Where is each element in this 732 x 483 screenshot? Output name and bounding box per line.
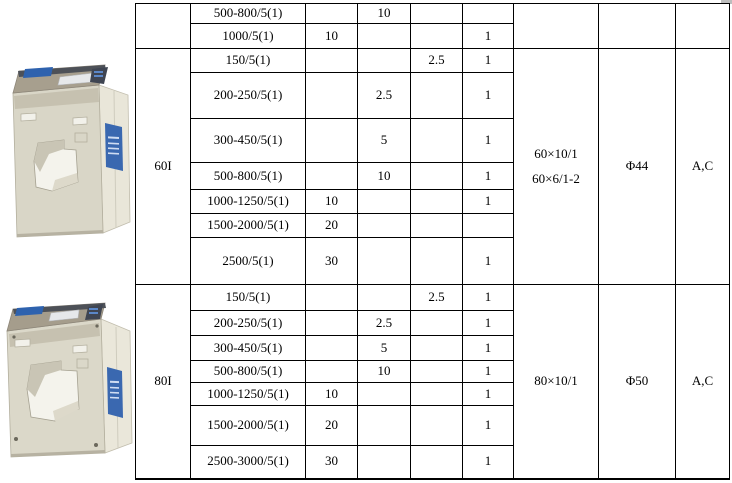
ratio-cell: 1000/5(1) bbox=[191, 24, 306, 49]
accuracy-cell-80i: A,C bbox=[676, 285, 730, 479]
value-cell: 1 bbox=[463, 73, 514, 119]
value-cell bbox=[306, 4, 358, 24]
transformer-photo-80i bbox=[1, 301, 137, 466]
ratio-cell: 1000-1250/5(1) bbox=[191, 190, 306, 214]
value-cell: 2.5 bbox=[358, 311, 411, 336]
ratio-cell: 1000-1250/5(1) bbox=[191, 383, 306, 406]
value-cell bbox=[411, 406, 463, 446]
screw bbox=[14, 437, 18, 441]
value-cell bbox=[358, 49, 411, 73]
side-spec-label bbox=[105, 123, 123, 171]
transformer-80i-image bbox=[1, 301, 137, 461]
aperture-cell bbox=[599, 4, 676, 49]
value-cell bbox=[411, 163, 463, 190]
value-cell: 1 bbox=[463, 406, 514, 446]
value-cell bbox=[411, 383, 463, 406]
value-cell bbox=[306, 163, 358, 190]
table-row bbox=[136, 49, 730, 73]
ratio-cell: 300-450/5(1) bbox=[191, 119, 306, 163]
front-slot-right bbox=[73, 345, 87, 353]
ratio-cell: 150/5(1) bbox=[191, 285, 306, 311]
value-cell bbox=[358, 406, 411, 446]
value-cell: 30 bbox=[306, 446, 358, 479]
value-cell bbox=[306, 119, 358, 163]
value-cell: 10 bbox=[358, 361, 411, 383]
value-cell bbox=[411, 214, 463, 238]
value-cell bbox=[358, 383, 411, 406]
ratio-cell: 2500-3000/5(1) bbox=[191, 446, 306, 479]
value-cell: 1 bbox=[463, 383, 514, 406]
value-cell: 10 bbox=[306, 383, 358, 406]
value-cell bbox=[411, 336, 463, 361]
value-cell: 5 bbox=[358, 119, 411, 163]
accuracy-cell bbox=[676, 4, 730, 49]
value-cell bbox=[411, 190, 463, 214]
transformer-60i-image bbox=[5, 61, 135, 241]
value-cell bbox=[411, 73, 463, 119]
value-cell: 10 bbox=[358, 4, 411, 24]
value-cell bbox=[358, 238, 411, 285]
value-cell: 1 bbox=[463, 336, 514, 361]
value-cell: 1 bbox=[463, 49, 514, 73]
ratio-cell: 200-250/5(1) bbox=[191, 73, 306, 119]
ratio-cell: 500-800/5(1) bbox=[191, 163, 306, 190]
value-cell: 5 bbox=[358, 336, 411, 361]
value-cell bbox=[306, 49, 358, 73]
value-cell bbox=[411, 24, 463, 49]
value-cell: 2.5 bbox=[411, 285, 463, 311]
spec-table bbox=[135, 3, 730, 480]
value-cell bbox=[411, 119, 463, 163]
value-cell bbox=[306, 285, 358, 311]
value-cell bbox=[358, 285, 411, 311]
table-row bbox=[136, 4, 730, 24]
value-cell: 10 bbox=[306, 24, 358, 49]
value-cell bbox=[358, 24, 411, 49]
table-row bbox=[136, 285, 730, 311]
value-cell: 1 bbox=[463, 311, 514, 336]
model-cell-60i: 60I bbox=[136, 49, 191, 285]
value-cell: 1 bbox=[463, 285, 514, 311]
ratio-cell: 150/5(1) bbox=[191, 49, 306, 73]
value-cell bbox=[306, 361, 358, 383]
ratio-cell: 1500-2000/5(1) bbox=[191, 406, 306, 446]
ratio-cell: 500-800/5(1) bbox=[191, 361, 306, 383]
value-cell bbox=[463, 4, 514, 24]
value-cell bbox=[306, 336, 358, 361]
ratio-cell: 1500-2000/5(1) bbox=[191, 214, 306, 238]
value-cell: 1 bbox=[463, 361, 514, 383]
ratio-cell: 200-250/5(1) bbox=[191, 311, 306, 336]
size-line: 60×10/1 bbox=[534, 145, 578, 161]
transformer-photo-60i bbox=[5, 61, 135, 246]
screw bbox=[12, 335, 15, 338]
value-cell: 10 bbox=[358, 163, 411, 190]
size-cell-80i bbox=[514, 285, 599, 479]
value-cell: 1 bbox=[463, 163, 514, 190]
value-cell: 2.5 bbox=[411, 49, 463, 73]
value-cell: 30 bbox=[306, 238, 358, 285]
value-cell bbox=[358, 446, 411, 479]
value-cell: 1 bbox=[463, 190, 514, 214]
value-cell bbox=[411, 361, 463, 383]
screw bbox=[94, 443, 98, 447]
value-cell: 2.5 bbox=[358, 73, 411, 119]
value-cell: 20 bbox=[306, 406, 358, 446]
value-cell: 1 bbox=[463, 238, 514, 285]
ratio-cell: 2500/5(1) bbox=[191, 238, 306, 285]
accuracy-cell-60i: A,C bbox=[676, 49, 730, 285]
size-cell-60i bbox=[514, 49, 599, 285]
value-cell bbox=[306, 311, 358, 336]
model-cell bbox=[136, 4, 191, 49]
front-slot-right bbox=[73, 117, 87, 125]
value-cell: 1 bbox=[463, 119, 514, 163]
value-cell: 20 bbox=[306, 214, 358, 238]
value-cell bbox=[411, 4, 463, 24]
model-cell-80i: 80I bbox=[136, 285, 191, 479]
value-cell bbox=[358, 214, 411, 238]
front-slot-left bbox=[21, 113, 36, 121]
front-slot-left bbox=[15, 339, 30, 347]
value-cell bbox=[358, 190, 411, 214]
size-cell bbox=[514, 4, 599, 49]
value-cell bbox=[411, 446, 463, 479]
ratio-cell: 300-450/5(1) bbox=[191, 336, 306, 361]
ratio-cell: 500-800/5(1) bbox=[191, 4, 306, 24]
value-cell bbox=[411, 238, 463, 285]
value-cell: 10 bbox=[306, 190, 358, 214]
size-line: 60×6/1-2 bbox=[532, 170, 580, 186]
value-cell: 1 bbox=[463, 446, 514, 479]
aperture-cell-60i: Φ44 bbox=[599, 49, 676, 285]
screw bbox=[95, 324, 98, 327]
value-cell bbox=[463, 214, 514, 238]
size-line: 80×10/1 bbox=[534, 372, 578, 388]
side-spec-label bbox=[107, 367, 123, 418]
value-cell bbox=[306, 73, 358, 119]
value-cell: 1 bbox=[463, 24, 514, 49]
aperture-cell-80i: Φ50 bbox=[599, 285, 676, 479]
value-cell bbox=[411, 311, 463, 336]
